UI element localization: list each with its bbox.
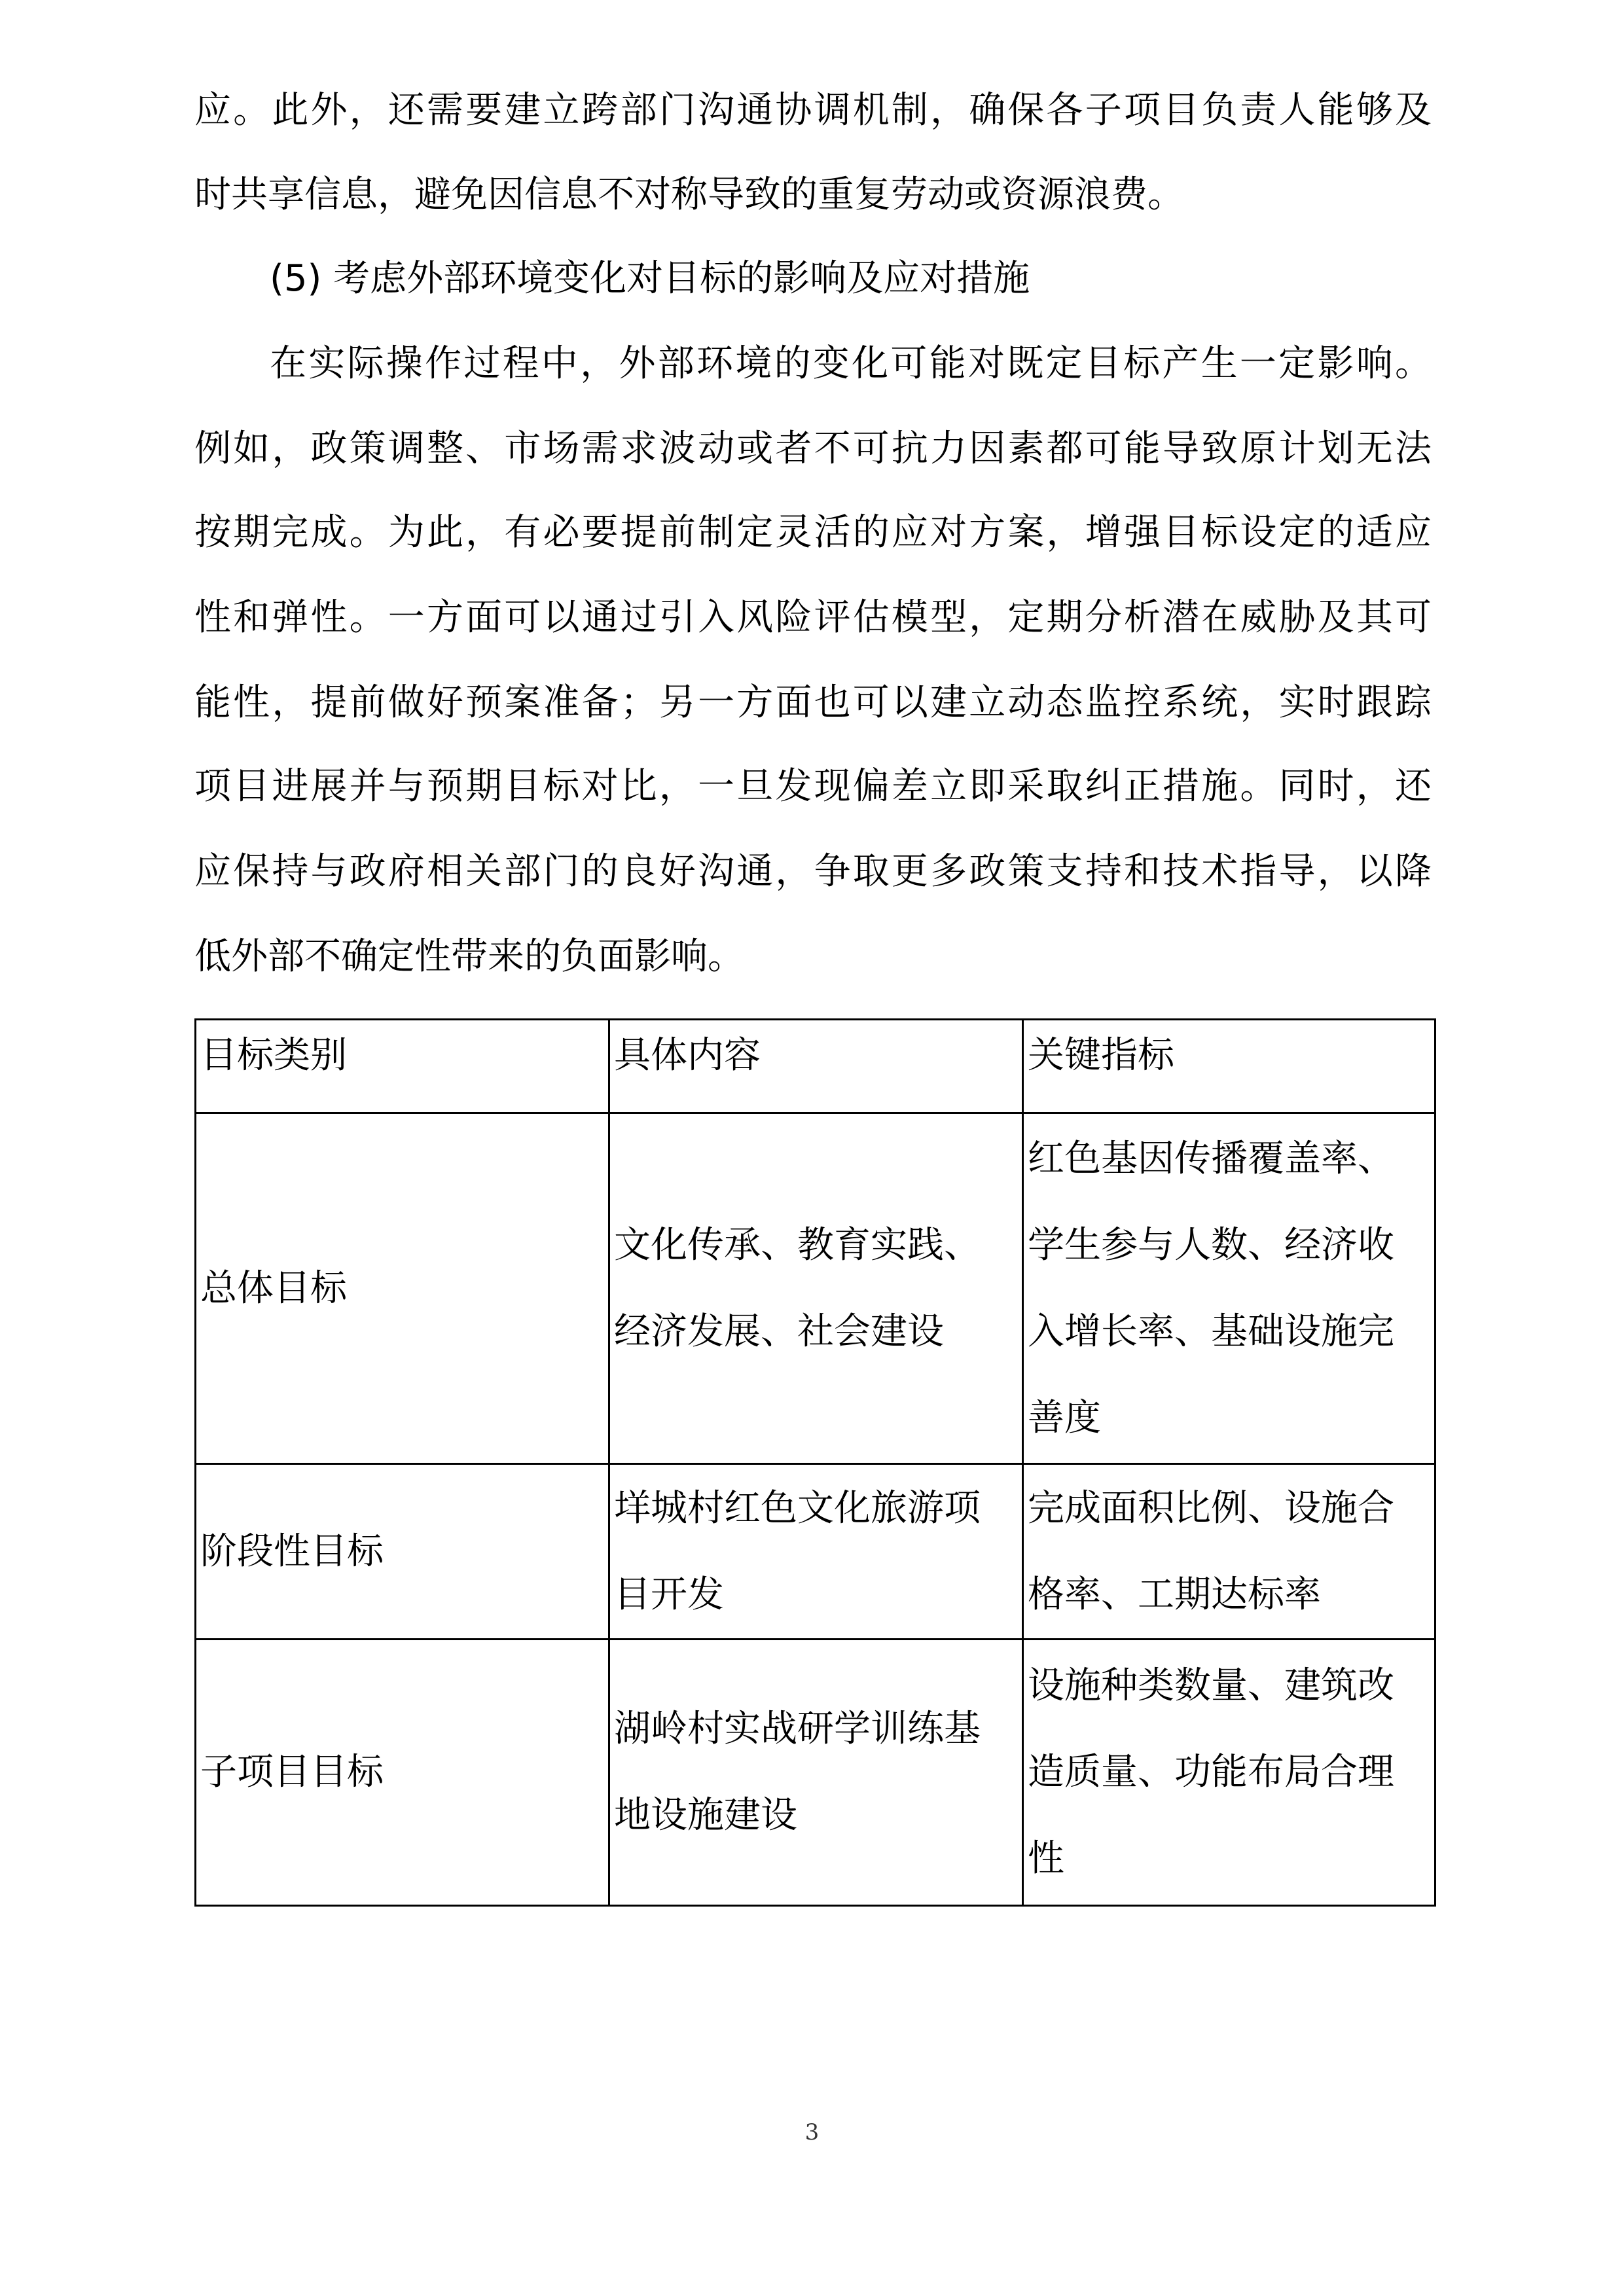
cell-line: 湖岭村实战研学训练基 bbox=[614, 1708, 981, 1750]
cell-line: 入增长率、基础设施完 bbox=[1028, 1310, 1394, 1353]
paragraph-line: 时共享信息，避免因信息不对称导致的重复劳动或资源浪费。 bbox=[194, 173, 1184, 216]
table-row bbox=[196, 1113, 1435, 1464]
cell-line: 地设施建设 bbox=[614, 1794, 797, 1837]
paragraph-line: 能性，提前做好预案准备；另一方面也可以建立动态监控系统，实时跟踪 bbox=[194, 681, 1432, 724]
paragraph-line: 例如，政策调整、市场需求波动或者不可抗力因素都可能导致原计划无法 bbox=[194, 427, 1432, 470]
cell-indicators bbox=[1023, 1640, 1435, 1906]
cell-content bbox=[609, 1640, 1023, 1906]
cell-line: 格率、工期达标率 bbox=[1028, 1573, 1321, 1616]
page-number: 3 bbox=[804, 2119, 820, 2145]
table-row bbox=[196, 1464, 1435, 1640]
paragraph-line: 性和弹性。一方面可以通过引入风险评估模型，定期分析潜在威胁及其可 bbox=[194, 596, 1432, 639]
paragraph-line: 应保持与政府相关部门的良好沟通，争取更多政策支持和技术指导，以降 bbox=[194, 850, 1432, 893]
cell-line: 目开发 bbox=[614, 1573, 724, 1616]
paragraph-line: 项目进展并与预期目标对比，一旦发现偏差立即采取纠正措施。同时，还 bbox=[194, 765, 1432, 808]
cell-content bbox=[609, 1113, 1023, 1464]
table-header-row bbox=[196, 1020, 1435, 1113]
cell-line: 设施种类数量、建筑改 bbox=[1028, 1664, 1394, 1707]
paragraph-line: 应。此外，还需要建立跨部门沟通协调机制，确保各子项目负责人能够及 bbox=[194, 89, 1432, 132]
cell-content bbox=[609, 1464, 1023, 1640]
goals-table bbox=[194, 1018, 1436, 1907]
cell-line: 文化传承、教育实践、 bbox=[614, 1223, 981, 1266]
cell-category: 总体目标 bbox=[196, 1113, 609, 1464]
paragraph-line: 低外部不确定性带来的负面影响。 bbox=[194, 935, 744, 978]
cell-line: 经济发展、社会建设 bbox=[614, 1310, 944, 1353]
header-cell-category: 目标类别 bbox=[196, 1020, 609, 1113]
cell-category: 子项目目标 bbox=[196, 1640, 609, 1906]
cell-line: 性 bbox=[1028, 1837, 1064, 1880]
section-heading: (5) 考虑外部环境变化对目标的影响及应对措施 bbox=[270, 257, 1030, 300]
header-cell-content: 具体内容 bbox=[609, 1020, 1023, 1113]
cell-category: 阶段性目标 bbox=[196, 1464, 609, 1640]
cell-line: 红色基因传播覆盖率、 bbox=[1028, 1137, 1394, 1180]
cell-line: 学生参与人数、经济收 bbox=[1028, 1223, 1394, 1266]
cell-line: 善度 bbox=[1028, 1396, 1101, 1439]
paragraph-line: 在实际操作过程中，外部环境的变化可能对既定目标产生一定影响。 bbox=[270, 342, 1432, 385]
header-cell-indicators: 关键指标 bbox=[1023, 1020, 1435, 1113]
table-row bbox=[196, 1640, 1435, 1906]
cell-line: 完成面积比例、设施合 bbox=[1028, 1486, 1394, 1530]
cell-line: 造质量、功能布局合理 bbox=[1028, 1751, 1394, 1793]
cell-line: 垟城村红色文化旅游项 bbox=[614, 1486, 981, 1530]
paragraph-line: 按期完成。为此，有必要提前制定灵活的应对方案，增强目标设定的适应 bbox=[194, 511, 1432, 554]
cell-indicators bbox=[1023, 1113, 1435, 1464]
cell-indicators bbox=[1023, 1464, 1435, 1640]
